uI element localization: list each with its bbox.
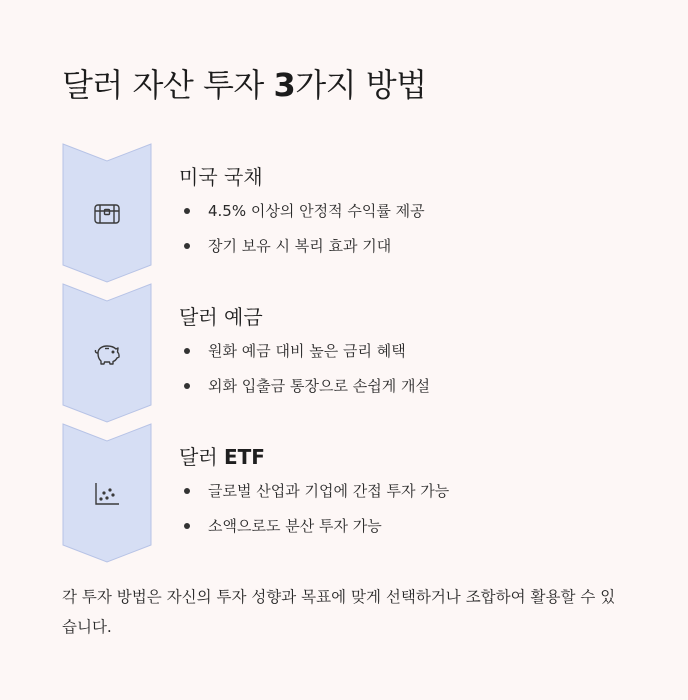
step-title: 미국 국채 bbox=[179, 165, 263, 189]
step-title: 달러 예금 bbox=[179, 305, 263, 329]
treasure-chest-icon bbox=[92, 199, 122, 229]
step-treasury bbox=[0, 143, 688, 283]
step-bullet-list bbox=[180, 481, 449, 551]
step-etf bbox=[0, 423, 688, 563]
step-deposit bbox=[0, 283, 688, 423]
step-title: 달러 ETF bbox=[179, 445, 265, 469]
step-bullet-list bbox=[180, 341, 430, 411]
footer-note: 각 투자 방법은 자신의 투자 성향과 목표에 맞게 선택하거나 조합하여 활용할 수 있습니다. bbox=[62, 588, 616, 636]
bullet-item: 글로벌 산업과 기업에 간접 투자 가능 bbox=[180, 481, 449, 516]
title-main: 달러 자산 투자 bbox=[62, 66, 274, 104]
bullet-item: 4.5% 이상의 안정적 수익률 제공 bbox=[180, 201, 425, 236]
title-tail: 가지 방법 bbox=[295, 66, 427, 104]
bullet-item: 원화 예금 대비 높은 금리 혜택 bbox=[180, 341, 430, 376]
bullet-item: 소액으로도 분산 투자 가능 bbox=[180, 516, 449, 551]
bullet-item: 장기 보유 시 복리 효과 기대 bbox=[180, 236, 425, 271]
bullet-item: 외화 입출금 통장으로 손쉽게 개설 bbox=[180, 376, 430, 411]
piggy-bank-icon bbox=[92, 339, 122, 369]
page-title bbox=[62, 60, 427, 106]
step-bullet-list bbox=[180, 201, 425, 271]
title-number: 3 bbox=[273, 66, 296, 104]
scatter-chart-icon bbox=[92, 479, 122, 509]
